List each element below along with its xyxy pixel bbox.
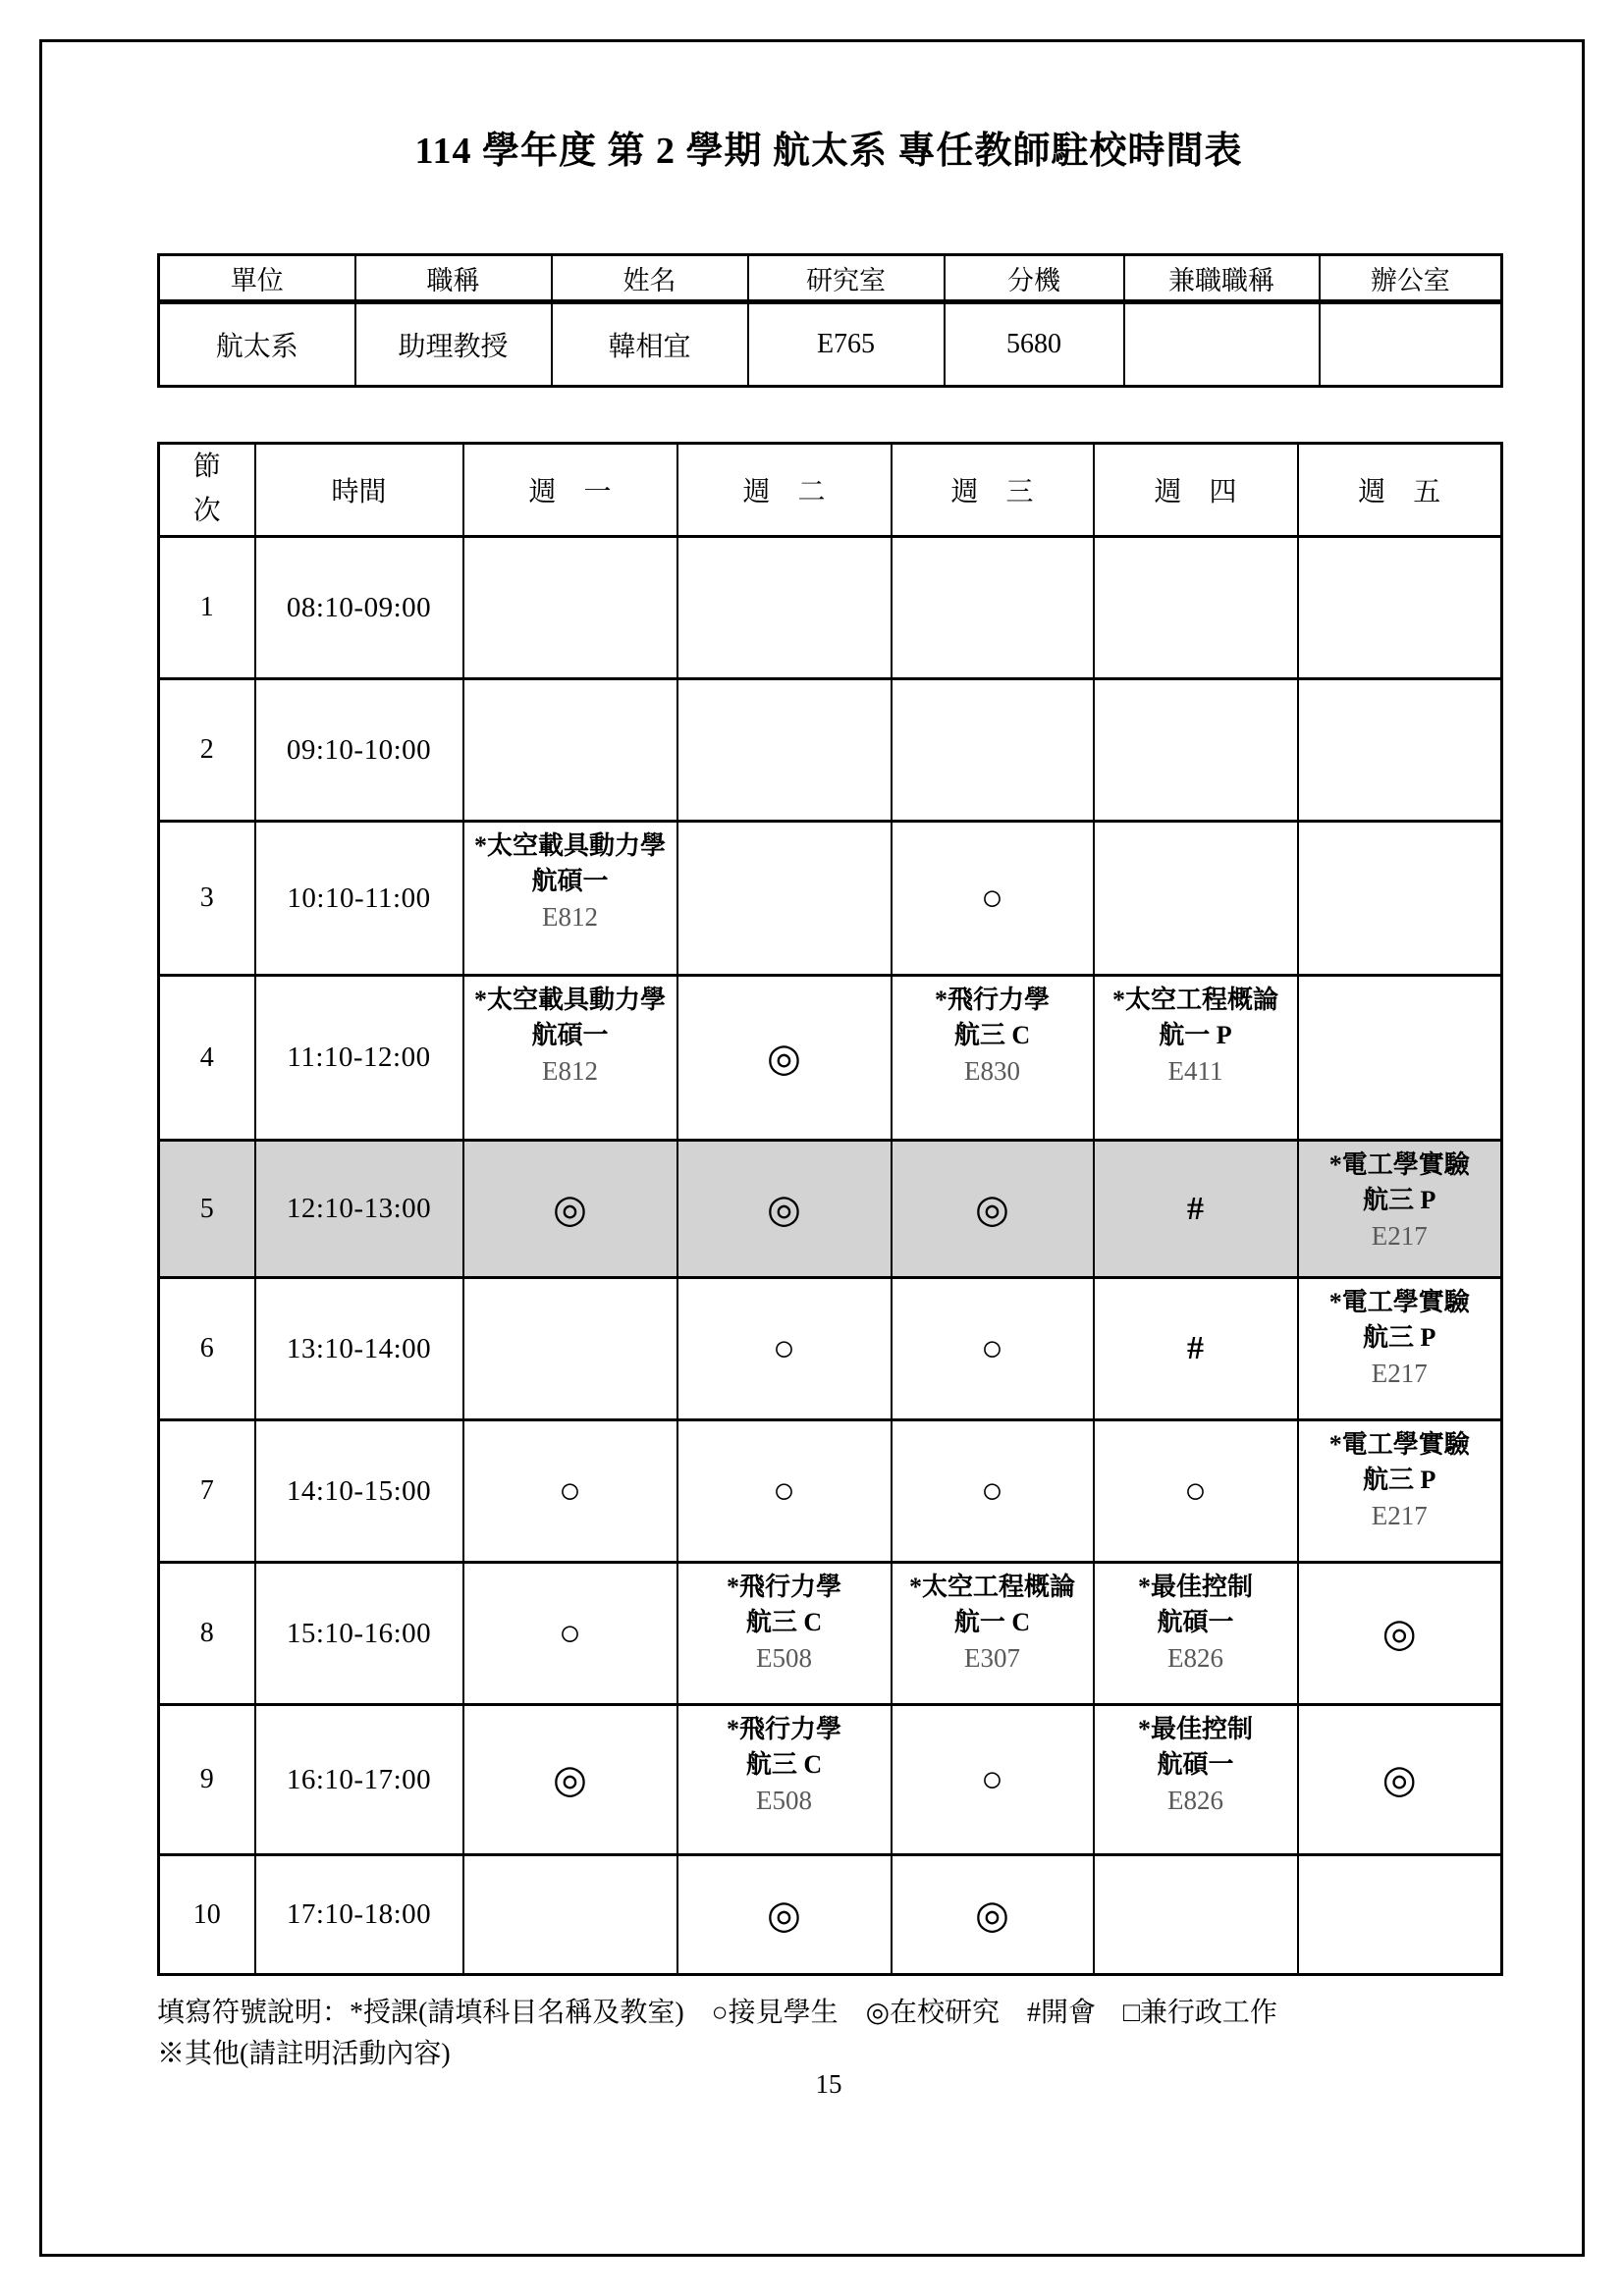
schedule-cell xyxy=(892,1141,1094,1278)
period-number: 2 xyxy=(159,679,255,822)
info-value-cell: 助理教授 xyxy=(355,302,552,387)
schedule-cell xyxy=(892,976,1094,1141)
course-name: *太空載具動力學 xyxy=(473,986,666,1014)
schedule-cell xyxy=(463,1705,677,1855)
info-header-row xyxy=(159,255,1502,302)
info-header-cell: 辦公室 xyxy=(1320,255,1502,302)
time-range: 11:10-12:00 xyxy=(255,976,463,1141)
time-range: 12:10-13:00 xyxy=(255,1141,463,1278)
double-circle-symbol: ◎ xyxy=(767,1035,801,1080)
period-number: 6 xyxy=(159,1278,255,1420)
circle-symbol: ○ xyxy=(981,1759,1003,1800)
page-title: 114 學年度 第 2 學期 航太系 專任教師駐校時間表 xyxy=(414,131,1243,172)
course-entry xyxy=(464,977,677,1089)
course-name: *最佳控制 xyxy=(1137,1715,1253,1743)
double-circle-symbol: ◎ xyxy=(1381,1757,1417,1801)
course-group: 航三 C xyxy=(953,1021,1031,1049)
schedule-cell xyxy=(677,1420,892,1563)
double-circle-symbol: ◎ xyxy=(975,1892,1009,1937)
course-room: E508 xyxy=(756,1643,812,1673)
schedule-cell xyxy=(677,822,892,976)
double-circle-symbol: ◎ xyxy=(767,1892,801,1937)
schedule-cell xyxy=(677,976,892,1141)
schedule-cell xyxy=(463,1141,677,1278)
course-entry xyxy=(893,1564,1093,1676)
course-group: 航碩一 xyxy=(1157,1608,1234,1636)
course-name: *電工學實驗 xyxy=(1328,1288,1470,1316)
schedule-cell xyxy=(677,1141,892,1278)
double-circle-symbol: ◎ xyxy=(553,1186,587,1231)
time-range: 15:10-16:00 xyxy=(255,1563,463,1705)
period-number: 10 xyxy=(159,1855,255,1975)
circle-symbol: ○ xyxy=(773,1328,795,1369)
page-number: 15 xyxy=(815,2069,842,2099)
info-value-cell: 5680 xyxy=(945,302,1124,387)
info-value-cell xyxy=(1124,302,1320,387)
schedule-cell xyxy=(1094,679,1298,822)
course-name: *飛行力學 xyxy=(726,1715,841,1743)
schedule-cell xyxy=(892,1278,1094,1420)
info-header-cell: 分機 xyxy=(945,255,1124,302)
info-value-cell xyxy=(1320,302,1502,387)
course-group: 航三 C xyxy=(745,1608,823,1636)
schedule-cell xyxy=(1094,976,1298,1141)
schedule-cell xyxy=(1298,1278,1502,1420)
course-group: 航碩一 xyxy=(531,867,609,895)
schedule-row xyxy=(159,976,1502,1141)
schedule-cell xyxy=(1094,1705,1298,1855)
period-number: 7 xyxy=(159,1420,255,1563)
schedule-cell xyxy=(1298,1705,1502,1855)
period-number: 1 xyxy=(159,537,255,679)
schedule-row xyxy=(159,1563,1502,1705)
time-range: 09:10-10:00 xyxy=(255,679,463,822)
schedule-cell xyxy=(892,537,1094,679)
circle-symbol: ○ xyxy=(981,1470,1003,1512)
course-room: E812 xyxy=(542,1056,598,1086)
schedule-cell xyxy=(892,1855,1094,1975)
period-header-label: 節次 xyxy=(192,452,221,526)
legend-line-2: ※其他(請註明活動內容) xyxy=(157,2039,451,2069)
course-room: E826 xyxy=(1167,1786,1223,1815)
schedule-cell xyxy=(892,1420,1094,1563)
course-room: E508 xyxy=(756,1786,812,1815)
course-name: *太空載具動力學 xyxy=(473,831,666,860)
course-group: 航一 C xyxy=(953,1608,1031,1636)
schedule-cell xyxy=(1298,537,1502,679)
course-group: 航碩一 xyxy=(531,1021,609,1049)
course-room: E411 xyxy=(1167,1056,1223,1086)
period-number: 5 xyxy=(159,1141,255,1278)
course-entry xyxy=(893,977,1093,1089)
course-name: *電工學實驗 xyxy=(1328,1430,1470,1459)
course-entry xyxy=(678,1706,891,1818)
course-entry xyxy=(1299,1142,1501,1254)
course-group: 航三 P xyxy=(1363,1323,1436,1352)
schedule-cell xyxy=(1298,1141,1502,1278)
schedule-cell xyxy=(463,679,677,822)
teacher-info-table xyxy=(157,253,1503,388)
schedule-header-row xyxy=(159,444,1502,537)
schedule-cell xyxy=(1094,1855,1298,1975)
course-group: 航一 P xyxy=(1159,1021,1232,1049)
column-header-tuesday: 週 二 xyxy=(677,444,892,537)
hash-symbol: # xyxy=(1187,1190,1204,1227)
time-range: 14:10-15:00 xyxy=(255,1420,463,1563)
schedule-row xyxy=(159,537,1502,679)
double-circle-symbol: ◎ xyxy=(767,1186,801,1231)
time-range: 16:10-17:00 xyxy=(255,1705,463,1855)
schedule-cell xyxy=(1298,1563,1502,1705)
double-circle-symbol: ◎ xyxy=(553,1757,587,1801)
schedule-cell xyxy=(463,976,677,1141)
course-name: *飛行力學 xyxy=(726,1573,841,1601)
course-entry xyxy=(1299,1421,1501,1533)
schedule-cell xyxy=(463,1420,677,1563)
schedule-cell xyxy=(677,1563,892,1705)
schedule-cell xyxy=(1094,1420,1298,1563)
column-header-thursday: 週 四 xyxy=(1094,444,1298,537)
course-entry xyxy=(1095,1706,1297,1818)
course-name: *飛行力學 xyxy=(934,986,1050,1014)
course-group: 航三 P xyxy=(1363,1466,1436,1494)
info-header-cell: 姓名 xyxy=(552,255,748,302)
schedule-row xyxy=(159,822,1502,976)
schedule-cell xyxy=(1094,1141,1298,1278)
time-range: 13:10-14:00 xyxy=(255,1278,463,1420)
course-name: *太空工程概論 xyxy=(908,1573,1075,1601)
period-number: 8 xyxy=(159,1563,255,1705)
course-room: E826 xyxy=(1167,1643,1223,1673)
schedule-cell xyxy=(463,537,677,679)
course-group: 航碩一 xyxy=(1157,1750,1234,1779)
column-header-wednesday: 週 三 xyxy=(892,444,1094,537)
info-value-cell: 韓相宜 xyxy=(552,302,748,387)
schedule-cell xyxy=(892,1705,1094,1855)
schedule-cell xyxy=(463,1278,677,1420)
schedule-cell xyxy=(463,822,677,976)
schedule-cell xyxy=(1094,1278,1298,1420)
course-room: E217 xyxy=(1371,1501,1428,1530)
time-range: 08:10-09:00 xyxy=(255,537,463,679)
double-circle-symbol: ◎ xyxy=(975,1186,1009,1231)
course-room: E217 xyxy=(1371,1359,1428,1388)
column-header-friday: 週 五 xyxy=(1298,444,1502,537)
course-name: *最佳控制 xyxy=(1137,1573,1253,1601)
legend-line-1: 填寫符號說明：*授課(請填科目名稱及教室) ○接見學生 ◎在校研究 #開會 □兼行政工作 xyxy=(157,1998,1277,2028)
circle-symbol: ○ xyxy=(981,1328,1003,1369)
period-number: 3 xyxy=(159,822,255,976)
schedule-row xyxy=(159,1420,1502,1563)
column-header-time: 時間 xyxy=(255,444,463,537)
info-header-cell: 職稱 xyxy=(355,255,552,302)
course-name: *電工學實驗 xyxy=(1328,1150,1470,1179)
double-circle-symbol: ◎ xyxy=(1381,1611,1417,1655)
hash-symbol: # xyxy=(1187,1330,1204,1366)
circle-symbol: ○ xyxy=(559,1613,581,1654)
column-header-monday: 週 一 xyxy=(463,444,677,537)
course-group: 航三 P xyxy=(1363,1186,1436,1214)
schedule-cell xyxy=(1298,1420,1502,1563)
schedule-cell xyxy=(1094,822,1298,976)
course-entry xyxy=(464,823,677,934)
legend xyxy=(157,1993,1522,2075)
schedule-row xyxy=(159,1141,1502,1278)
schedule-cell xyxy=(1298,679,1502,822)
course-group: 航三 C xyxy=(745,1750,823,1779)
time-range: 10:10-11:00 xyxy=(255,822,463,976)
course-entry xyxy=(1095,1564,1297,1676)
schedule-cell xyxy=(463,1563,677,1705)
schedule-cell xyxy=(677,1855,892,1975)
info-header-cell: 單位 xyxy=(159,255,355,302)
schedule-cell xyxy=(1094,537,1298,679)
schedule-cell xyxy=(892,679,1094,822)
course-room: E217 xyxy=(1371,1221,1428,1251)
schedule-cell xyxy=(677,1278,892,1420)
time-range: 17:10-18:00 xyxy=(255,1855,463,1975)
schedule-cell xyxy=(892,822,1094,976)
period-number: 4 xyxy=(159,976,255,1141)
schedule-cell xyxy=(677,1705,892,1855)
schedule-cell xyxy=(892,1563,1094,1705)
course-entry xyxy=(1095,977,1297,1089)
circle-symbol: ○ xyxy=(559,1470,581,1512)
schedule-cell xyxy=(463,1855,677,1975)
circle-symbol: ○ xyxy=(1184,1470,1207,1512)
info-header-cell: 研究室 xyxy=(748,255,945,302)
course-room: E830 xyxy=(964,1056,1020,1086)
schedule-row xyxy=(159,679,1502,822)
course-entry xyxy=(678,1564,891,1676)
course-room: E812 xyxy=(542,902,598,932)
schedule-cell xyxy=(1298,976,1502,1141)
course-name: *太空工程概論 xyxy=(1111,986,1278,1014)
circle-symbol: ○ xyxy=(773,1470,795,1512)
course-entry xyxy=(1299,1279,1501,1391)
info-value-cell: E765 xyxy=(748,302,945,387)
schedule-row xyxy=(159,1855,1502,1975)
info-value-row xyxy=(159,302,1502,387)
schedule-table xyxy=(157,442,1503,1976)
circle-symbol: ○ xyxy=(981,878,1003,919)
schedule-row xyxy=(159,1278,1502,1420)
info-header-cell: 兼職職稱 xyxy=(1124,255,1320,302)
schedule-cell xyxy=(1094,1563,1298,1705)
period-number: 9 xyxy=(159,1705,255,1855)
schedule-cell xyxy=(1298,822,1502,976)
schedule-cell xyxy=(677,537,892,679)
column-header-period xyxy=(159,444,255,537)
course-room: E307 xyxy=(964,1643,1020,1673)
schedule-cell xyxy=(677,679,892,822)
schedule-row xyxy=(159,1705,1502,1855)
schedule-cell xyxy=(1298,1855,1502,1975)
info-value-cell: 航太系 xyxy=(159,302,355,387)
